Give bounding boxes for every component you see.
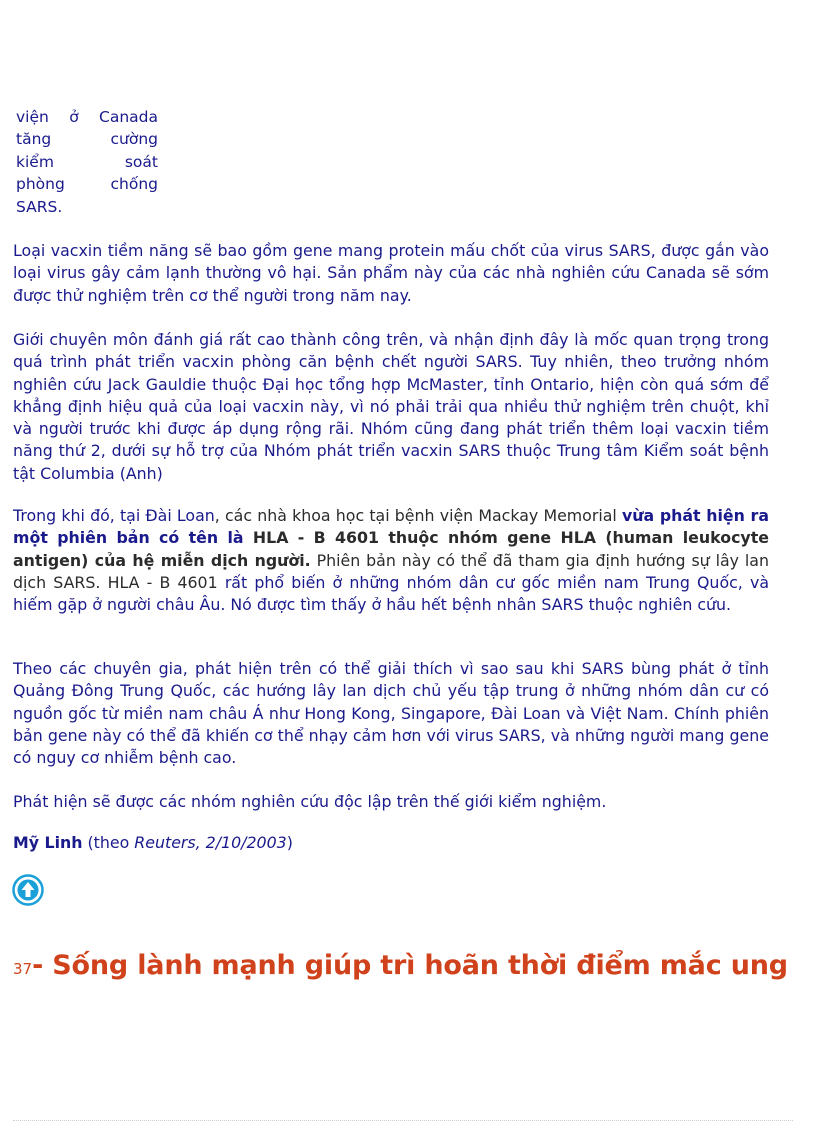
arrow-up-circle-icon[interactable] <box>12 874 44 906</box>
narrow-line <box>16 106 158 128</box>
credit-pre: (theo <box>82 833 135 852</box>
word: tăng <box>16 130 52 149</box>
paragraph-experts: Giới chuyên môn đánh giá rất cao thành công trên, và nhận định đây là mốc quan trọng trong quá trình phát triển vacxin phòng căn bệnh chết người SARS. Tuy nhiên, theo trưởng nhóm nghiên cứu Jack Gauldie thuộc Đại học tổng hợp McMaster, tỉnh Ontario, hiện còn quá sớm để khẳng định hiệu quả của loại vacxin này, vì nó phải trải qua nhiều thử nghiệm trên chuột, khỉ và người trước khi được áp dụng rộng rãi. Nhóm cũng đang phát triển thêm loại vacxin tiềm năng thứ 2, dưới sự hỗ trợ của Nhóm phát triển vacxin SARS thuộc Trung tâm Kiểm soát bệnh tật Columbia (Anh) <box>13 330 769 483</box>
article-credit <box>13 832 293 854</box>
word: chống <box>110 175 158 194</box>
credit-post: ) <box>286 833 293 852</box>
section-title: - Sống lành mạnh giúp trì hoãn thời điểm mắc ung <box>32 950 788 981</box>
word: Canada <box>99 108 158 126</box>
word: phòng <box>16 175 65 194</box>
paragraph-vaccine: Loại vacxin tiềm năng sẽ bao gồm gene mang protein mấu chốt của virus SARS, được gắn vào loại virus gây cảm lạnh thường vô hại. Sản phẩm này của các nhà nghiên cứu Canada sẽ sớm được thử nghiệm trên cơ thể người trong năm nay. <box>13 241 769 305</box>
word: soát <box>124 152 158 171</box>
word: ở <box>69 108 79 126</box>
section-heading <box>13 950 813 981</box>
narrow-line <box>16 196 158 218</box>
bold-span: vừa phát hiện ra một phiên bản có tên là <box>13 506 769 548</box>
credit-source: Reuters, 2/10/2003 <box>134 833 287 852</box>
bold-span: HLA - B 4601 thuộc nhóm gene HLA (human leukocyte antigen) của hệ miễn dịch người. <box>13 528 769 570</box>
word: cường <box>110 130 158 149</box>
text-span: rất phổ biến ở những nhóm dân cư gốc miền nam Trung Quốc, và hiếm gặp ở người châu Âu. Nó được tìm thấy ở hầu hết bệnh nhân SARS thuộc nghiên cứu. <box>13 572 770 615</box>
narrow-line <box>16 173 158 195</box>
paragraph-verification: Phát hiện sẽ được các nhóm nghiên cứu độc lập trên thế giới kiểm nghiệm. <box>13 792 607 811</box>
narrow-text-block <box>16 106 158 218</box>
page-divider <box>13 1120 793 1121</box>
word: viện <box>16 108 49 126</box>
text-span: , các nhà khoa học tại bệnh viện Mackay Memorial <box>214 506 622 525</box>
text-span: HLA - B 4601 <box>107 572 218 592</box>
narrow-line <box>16 151 158 173</box>
section-number: 37 <box>13 960 33 978</box>
author-name: Mỹ Linh <box>13 833 83 852</box>
text-span: Trong khi đó, tại Đài Loan <box>13 506 215 525</box>
text-span: Phiên bản này có thể đã tham gia định hướng sự lây lan dịch SARS. <box>13 550 769 592</box>
word: kiểm <box>16 152 54 171</box>
paragraph-experts-explain: Theo các chuyên gia, phát hiện trên có thể giải thích vì sao sau khi SARS bùng phát ở tỉnh Quảng Đông Trung Quốc, các hướng lây lan dịch chủ yếu tập trung ở những nhóm dân cư có nguồn gốc từ miền nam châu Á như Hong Kong, Singapore, Đài Loan và Việt Nam. Chính phiên bản gene này có thể đã khiến cơ thể nhạy cảm hơn với virus SARS, và những người mang gene có nguy cơ nhiễm bệnh cao. <box>13 659 769 768</box>
narrow-line <box>16 128 158 150</box>
word: SARS. <box>16 197 63 216</box>
paragraph-taiwan <box>13 505 769 616</box>
